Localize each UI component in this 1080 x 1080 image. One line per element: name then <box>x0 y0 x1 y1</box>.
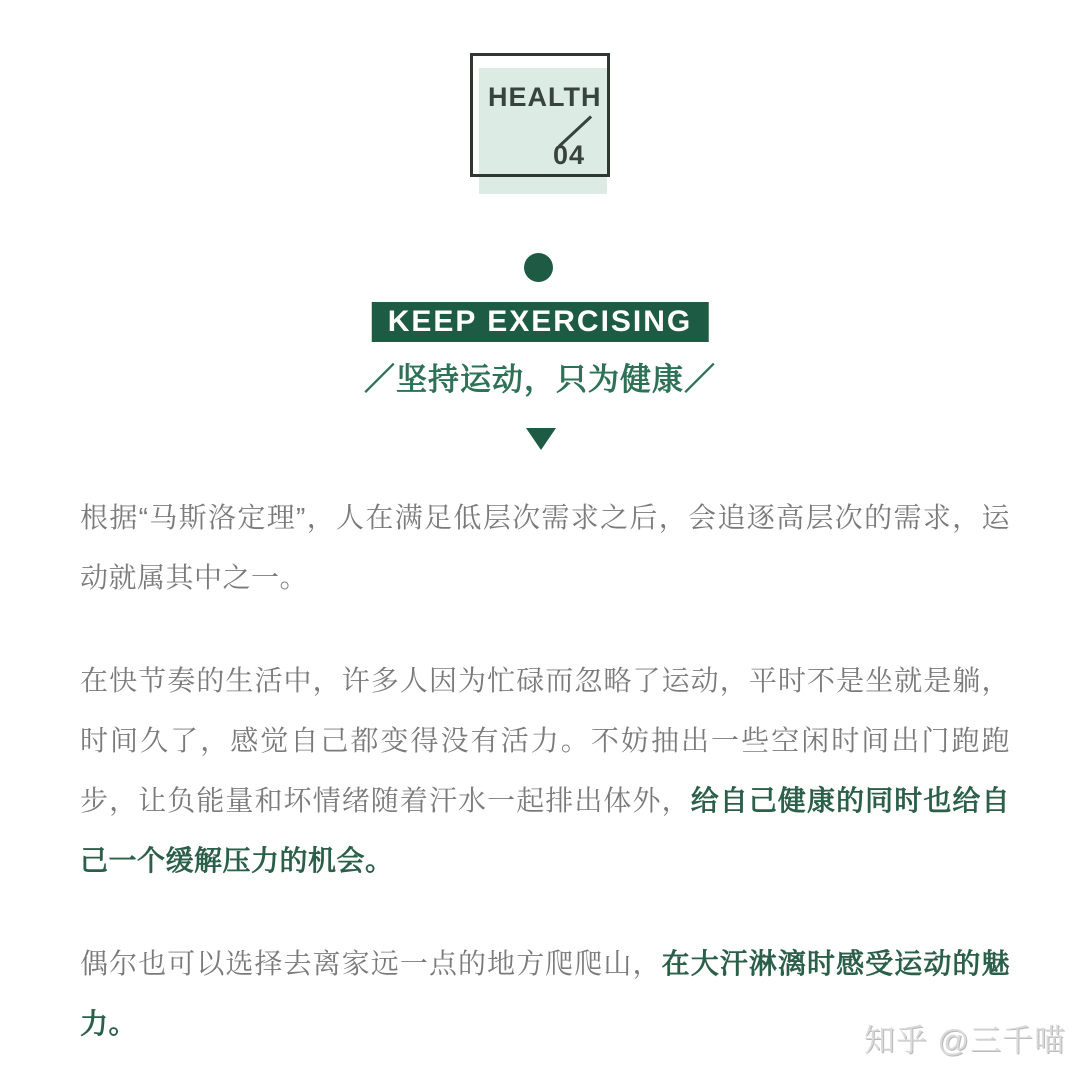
badge-frame <box>470 53 610 177</box>
paragraph <box>80 488 1010 608</box>
section-badge <box>0 0 1080 210</box>
section-subtitle-zh: ／坚持运动，只为健康／ <box>364 362 716 397</box>
section-title-banner <box>372 302 709 342</box>
watermark-text: 知乎 @三千喵 <box>863 1023 1066 1058</box>
section-title-en: KEEP EXERCISING <box>387 305 693 338</box>
watermark <box>864 1015 1066 1060</box>
divider-dot-icon <box>524 253 553 282</box>
article-body <box>80 488 1010 1054</box>
text-segment: 在快节奏的生活中，许多人因为忙碌而忽略了运动，平时不是坐就是躺，时间久了，感觉自己都变得没有活力。不妨抽出一些空闲时间出门跑跑步，让负能量和坏情绪随着汗水一起排出体外， <box>80 665 1010 816</box>
badge-title: HEALTH <box>488 82 602 112</box>
text-segment: 偶尔也可以选择去离家远一点的地方爬爬山， <box>80 948 662 979</box>
down-triangle-icon <box>526 428 556 450</box>
text-segment: 根据“马斯洛定理”，人在满足低层次需求之后，会追逐高层次的需求，运动就属其中之一。 <box>80 502 1010 593</box>
badge-number: 04 <box>552 140 585 170</box>
highlighted-text-segment: 给自己健康的同时也给自己一个缓解压力的机会。 <box>80 785 1010 876</box>
highlighted-text-segment: 在大汗淋漓时感受运动的魅力。 <box>80 948 1010 1039</box>
paragraph <box>80 651 1010 891</box>
